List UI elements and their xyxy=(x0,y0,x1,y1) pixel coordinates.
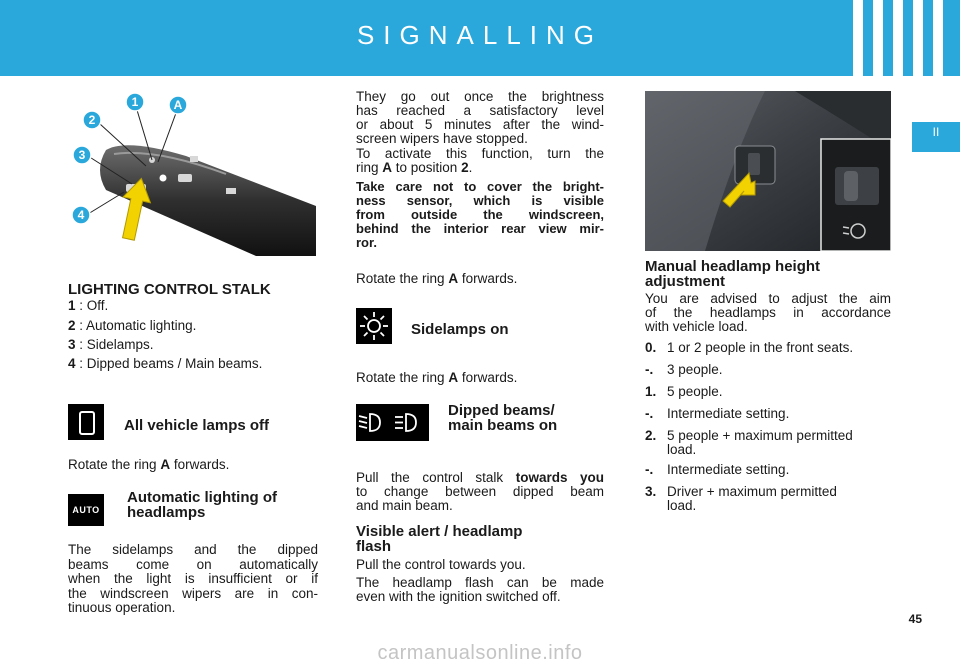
chapter-tab-label: II xyxy=(932,125,940,139)
pull-text: Pull the control stalk towards you to change between dipped beam and main beam. xyxy=(356,470,604,513)
callout-1: 1 xyxy=(131,95,139,109)
chapter-tab[interactable] xyxy=(912,122,960,152)
page-title: SIGNALLING xyxy=(356,20,604,50)
setting-item: 1. 5 people. xyxy=(645,384,723,399)
all-off-heading: All vehicle lamps off xyxy=(124,417,270,434)
callout-a: A xyxy=(173,98,183,112)
header-stripes xyxy=(845,0,960,76)
rotate-text: Rotate the ring A forwards. xyxy=(356,370,518,385)
adjust-heading: Manual headlamp height adjustment xyxy=(645,258,821,290)
setting-item: 0. 1 or 2 people in the front seats. xyxy=(645,340,854,355)
sidelamps-heading: Sidelamps on xyxy=(411,321,509,338)
header-bar xyxy=(0,0,960,76)
setting-item: 3. Driver + maximum permitted load. xyxy=(645,484,837,513)
list-item: 1 : Off. xyxy=(68,298,109,313)
watermark: carmanualsonline.info xyxy=(377,642,583,664)
stalk-heading: LIGHTING CONTROL STALK xyxy=(68,281,271,298)
sensor-warning: Take care not to cover the bright- ness sensor, which is visible from outside the windscreen, behind the interior rear view mir- ror. xyxy=(356,179,604,250)
auto-icon: AUTO xyxy=(68,494,104,526)
rotate-text: Rotate the ring A forwards. xyxy=(68,457,230,472)
setting-item: -. Intermediate setting. xyxy=(645,462,790,477)
dipped-main-beam-icon xyxy=(356,404,429,441)
flash-text: Pull the control towards you. The headlamp flash can be made even with the ignition switched off. xyxy=(356,557,604,604)
callout-3: 3 xyxy=(78,148,86,162)
callout-2: 2 xyxy=(88,113,96,127)
rotate-text: Rotate the ring A forwards. xyxy=(356,271,518,286)
adjust-intro: You are advised to adjust the aim of the headlamps in accordance with vehicle load. xyxy=(645,291,891,334)
callout-leader-4 xyxy=(88,192,124,214)
setting-item: -. Intermediate setting. xyxy=(645,406,790,421)
activate-text: To activate this function, turn the ring A to position 2. xyxy=(356,146,604,175)
headlamp-adjuster-photo xyxy=(645,91,891,251)
lamps-off-icon xyxy=(68,404,104,440)
sidelamps-icon xyxy=(356,308,392,344)
dipped-heading: Dipped beams/ main beams on xyxy=(448,402,558,434)
auto-text: The sidelamps and the dipped beams come on automatically when the light is insufficient or if the windscreen wipers are in con- tinuous operation. xyxy=(68,542,318,615)
callout-4: 4 xyxy=(77,208,85,222)
list-item: 3 : Sidelamps. xyxy=(68,337,154,352)
mid-intro: They go out once the brightness has reached a satisfactory level or about 5 minutes after the wind- screen wipers have stopped. xyxy=(356,89,604,146)
setting-item: -. 3 people. xyxy=(645,362,723,377)
auto-heading: Automatic lighting of headlamps xyxy=(127,489,277,521)
lighting-stalk-figure xyxy=(66,88,318,260)
list-item: 2 : Automatic lighting. xyxy=(68,318,197,333)
list-item: 4 : Dipped beams / Main beams. xyxy=(68,356,263,371)
page-number: 45 xyxy=(908,612,922,626)
flash-heading: Visible alert / headlamp flash xyxy=(356,523,523,555)
setting-item: 2. 5 people + maximum permitted load. xyxy=(645,428,853,457)
